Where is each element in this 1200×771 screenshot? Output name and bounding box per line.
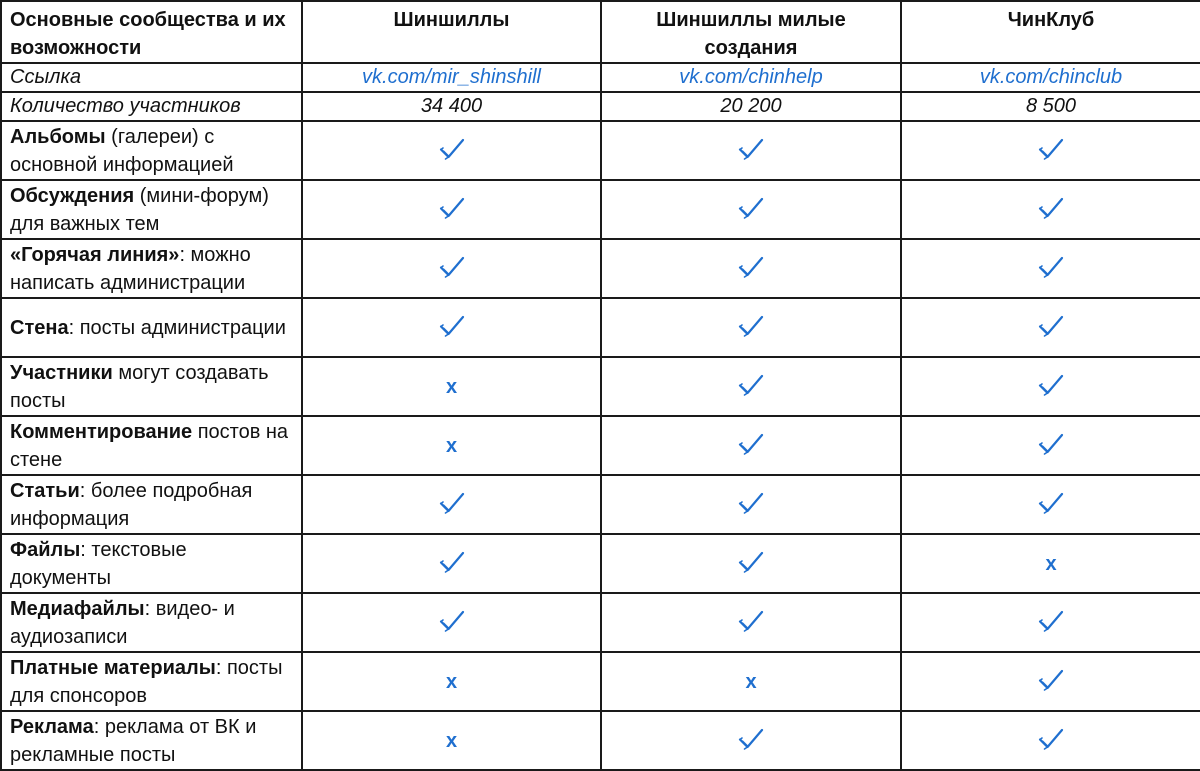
cross-mark: x [1045, 552, 1057, 575]
feature-cell [601, 298, 901, 357]
checkmark-icon [437, 488, 467, 518]
feature-cell [901, 534, 1200, 593]
feature-cell [601, 534, 901, 593]
header-shinshilly: Шиншиллы [302, 1, 601, 63]
checkmark-icon [736, 724, 766, 754]
feature-cell [601, 593, 901, 652]
feature-name: Участники [10, 361, 113, 384]
members-shinshilly-milye: 20 200 [601, 92, 901, 121]
checkmark-icon [736, 193, 766, 223]
feature-cell [901, 593, 1200, 652]
cross-mark: x [445, 729, 458, 752]
feature-row [1, 593, 1200, 652]
feature-label [1, 121, 302, 180]
feature-row [1, 239, 1200, 298]
feature-description: : текстовые документы [10, 538, 187, 589]
cross-mark: x [445, 434, 458, 457]
feature-cell [302, 298, 601, 357]
members-row [1, 92, 1200, 121]
feature-label [1, 711, 302, 770]
feature-description: (галереи) с основной информацией [10, 125, 234, 176]
feature-cell [901, 121, 1200, 180]
checkmark-icon [736, 547, 766, 577]
link-row-label: Ссылка [1, 63, 302, 92]
cross-mark: x [445, 670, 458, 693]
feature-name: «Горячая линия» [10, 243, 180, 266]
checkmark-icon [1036, 488, 1066, 518]
checkmark-icon [736, 252, 766, 282]
feature-row [1, 121, 1200, 180]
feature-label [1, 475, 302, 534]
feature-description: : более подробная информация [10, 479, 253, 530]
feature-name: Медиафайлы [10, 597, 145, 620]
checkmark-icon [1036, 193, 1066, 223]
feature-row [1, 180, 1200, 239]
checkmark-icon [736, 370, 766, 400]
checkmark-icon [1036, 134, 1066, 164]
link-row [1, 63, 1200, 92]
link-shinshilly-milye[interactable]: vk.com/chinhelp [601, 63, 901, 92]
header-shinshilly-milye: Шиншиллы милые создания [601, 1, 901, 63]
feature-label [1, 534, 302, 593]
feature-cell [601, 239, 901, 298]
feature-cell [601, 357, 901, 416]
feature-description: : реклама от ВК и рекламные посты [10, 715, 257, 766]
feature-label [1, 652, 302, 711]
feature-row [1, 357, 1200, 416]
checkmark-icon [437, 606, 467, 636]
link-shinshilly[interactable]: vk.com/mir_shinshill [302, 63, 601, 92]
feature-name: Реклама [10, 715, 94, 738]
checkmark-icon [736, 429, 766, 459]
header-chinklub: ЧинКлуб [901, 1, 1200, 63]
feature-row [1, 652, 1200, 711]
checkmark-icon [736, 606, 766, 636]
checkmark-icon [437, 193, 467, 223]
checkmark-icon [1036, 252, 1066, 282]
feature-description: : посты администрации [68, 316, 286, 339]
feature-cell [901, 180, 1200, 239]
feature-cell [302, 534, 601, 593]
feature-cell [601, 416, 901, 475]
checkmark-icon [437, 311, 467, 341]
feature-row [1, 534, 1200, 593]
feature-cell [302, 180, 601, 239]
feature-cell [601, 475, 901, 534]
feature-cell [601, 711, 901, 770]
feature-cell [601, 121, 901, 180]
checkmark-icon [1036, 311, 1066, 341]
feature-row [1, 416, 1200, 475]
members-shinshilly: 34 400 [302, 92, 601, 121]
checkmark-icon [1036, 370, 1066, 400]
header-features: Основные сообщества и их возможности [1, 1, 302, 63]
checkmark-icon [1036, 724, 1066, 754]
feature-description: (мини-форум) для важных тем [10, 184, 269, 235]
feature-cell [901, 711, 1200, 770]
feature-row [1, 298, 1200, 357]
feature-cell [302, 593, 601, 652]
feature-label [1, 593, 302, 652]
feature-cell [302, 652, 601, 711]
feature-name: Статьи [10, 479, 80, 502]
feature-cell [901, 475, 1200, 534]
feature-cell [901, 416, 1200, 475]
checkmark-icon [437, 252, 467, 282]
feature-label [1, 180, 302, 239]
feature-row [1, 475, 1200, 534]
feature-label [1, 416, 302, 475]
link-chinklub[interactable]: vk.com/chinclub [901, 63, 1200, 92]
feature-cell [302, 121, 601, 180]
feature-cell [901, 357, 1200, 416]
feature-cell [901, 239, 1200, 298]
feature-cell [302, 475, 601, 534]
feature-name: Комментирование [10, 420, 193, 443]
feature-description: : видео- и аудиозаписи [10, 597, 235, 648]
feature-name: Альбомы [10, 125, 106, 148]
feature-name: Стена [10, 316, 69, 339]
feature-cell [302, 711, 601, 770]
checkmark-icon [1036, 429, 1066, 459]
checkmark-icon [736, 134, 766, 164]
feature-cell [901, 652, 1200, 711]
feature-name: Платные материалы [10, 656, 216, 679]
checkmark-icon [437, 134, 467, 164]
checkmark-icon [437, 547, 467, 577]
cross-mark: x [745, 670, 757, 693]
checkmark-icon [1036, 665, 1066, 695]
feature-label [1, 357, 302, 416]
feature-label [1, 239, 302, 298]
feature-description: могут создавать посты [10, 361, 269, 412]
checkmark-icon [736, 311, 766, 341]
feature-name: Файлы [10, 538, 81, 561]
header-row [1, 1, 1200, 63]
feature-description: постов на стене [10, 420, 289, 471]
feature-description: : посты для спонсоров [10, 656, 283, 707]
feature-label [1, 298, 302, 357]
feature-cell [601, 180, 901, 239]
feature-cell [302, 239, 601, 298]
feature-description: : можно написать администрации [10, 243, 251, 294]
members-row-label: Количество участников [1, 92, 302, 121]
feature-cell [302, 357, 601, 416]
checkmark-icon [736, 488, 766, 518]
feature-name: Обсуждения [10, 184, 135, 207]
members-chinklub: 8 500 [901, 92, 1200, 121]
feature-cell [302, 416, 601, 475]
feature-row [1, 711, 1200, 770]
cross-mark: x [445, 375, 458, 398]
feature-cell [601, 652, 901, 711]
checkmark-icon [1036, 606, 1066, 636]
feature-cell [901, 298, 1200, 357]
